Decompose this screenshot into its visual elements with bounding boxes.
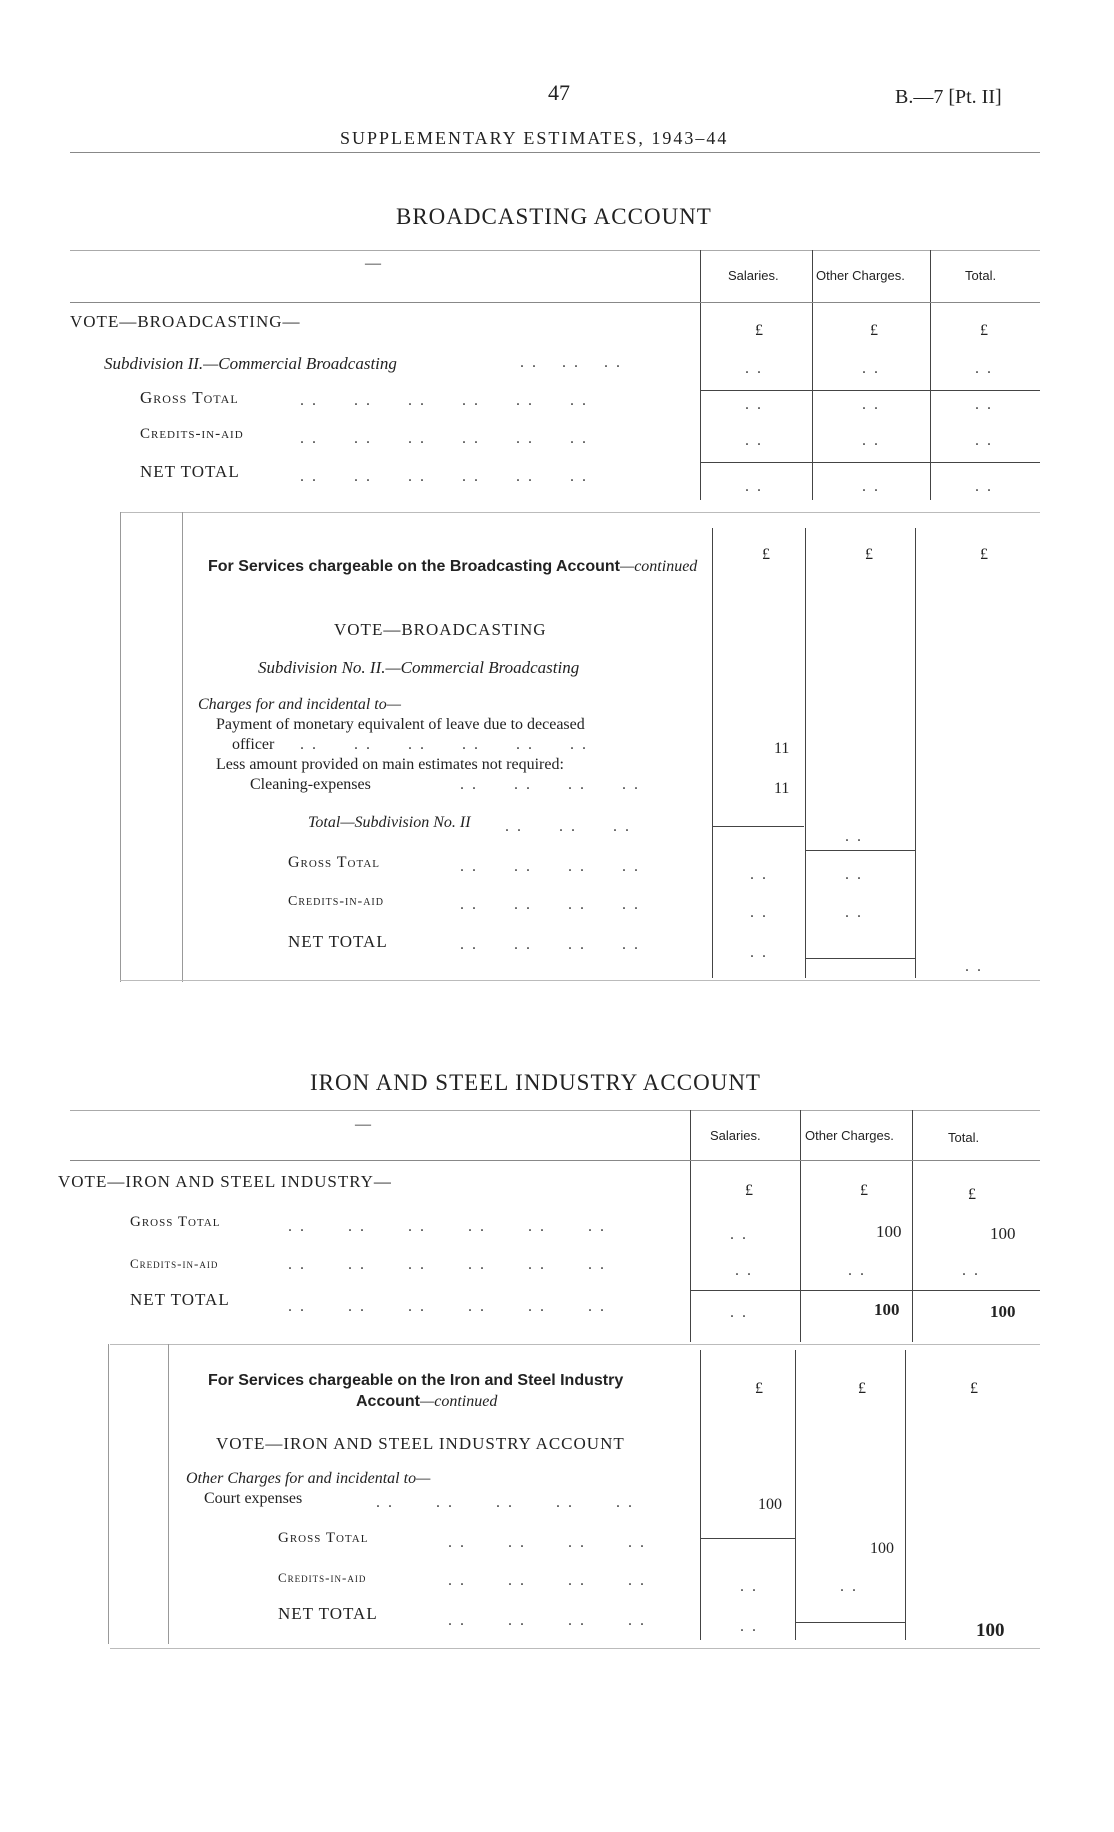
col-header-blank: — — [355, 1116, 371, 1133]
subtotal-rule — [700, 462, 1040, 463]
pound-sign: £ — [860, 1182, 868, 1199]
detail-net-total-label: NET TOTAL — [278, 1604, 378, 1623]
detail-bottom-rule — [110, 1648, 1040, 1649]
col-header-other-charges: Other Charges. — [816, 268, 905, 283]
total-value: 100 — [990, 1224, 1016, 1243]
table-top-rule — [70, 1110, 1040, 1111]
total-value: . . — [965, 958, 983, 975]
payment-line-cont: officer — [232, 736, 275, 753]
other-charges-value: . . — [848, 1262, 866, 1279]
header-rule — [70, 302, 1040, 303]
detail-heading-continued: —continued — [420, 1393, 498, 1410]
detail-net-total-label: NET TOTAL — [288, 932, 388, 951]
total-value: . . — [975, 478, 993, 495]
pound-sign: £ — [755, 322, 763, 339]
total-value: . . — [975, 396, 993, 413]
detail-gross-total-label: Gross Total — [288, 854, 381, 871]
other-charges-value: . . — [862, 432, 880, 449]
leader-dots: . . . . . . — [505, 818, 631, 835]
detail-margin-line — [108, 1344, 109, 1644]
col-header-other-charges: Other Charges. — [805, 1128, 894, 1143]
subtotal-rule — [700, 1538, 795, 1539]
other-charges-value: 100 — [874, 1300, 900, 1319]
col-header-blank: — — [365, 255, 381, 272]
document-reference: B.—7 [Pt. II] — [895, 86, 1002, 108]
subtotal-rule — [712, 826, 804, 827]
other-charges-label: Other Charges for and incidental to— — [186, 1470, 431, 1487]
subtotal-rule — [805, 850, 915, 851]
col-header-salaries: Salaries. — [728, 268, 779, 283]
detail-heading-text: For Services chargeable on the Broadcasting Account — [208, 558, 620, 575]
pound-sign: £ — [858, 1380, 866, 1397]
col-divider — [800, 1110, 801, 1342]
detail-heading-continued: —continued — [619, 558, 698, 575]
total-value: . . — [962, 1262, 980, 1279]
detail-credits-label: Credits-in-aid — [288, 894, 384, 909]
leader-dots: . . . . . . . . . . . . — [288, 1298, 606, 1315]
subtotal-rule — [700, 390, 1040, 391]
other-charges-value: . . — [862, 396, 880, 413]
col-header-salaries: Salaries. — [710, 1128, 761, 1143]
less-amount-line: Less amount provided on main estimates not required: — [216, 756, 564, 773]
leader-dots: . . . . . . — [520, 354, 622, 371]
leader-dots: . . . . . . . . — [460, 858, 640, 875]
salaries-value: . . — [740, 1618, 758, 1635]
salaries-value: . . — [735, 1262, 753, 1279]
leader-dots: . . . . . . . . . . — [376, 1494, 634, 1511]
table-top-rule — [70, 250, 1040, 251]
salaries-value: . . — [745, 360, 763, 377]
salaries-value: . . — [745, 478, 763, 495]
leader-dots: . . . . . . . . — [460, 936, 640, 953]
subdivision-label: Subdivision II.—Commercial Broadcasting — [104, 354, 397, 373]
leader-dots: . . . . . . . . — [460, 776, 640, 793]
other-charges-value: . . — [845, 904, 863, 921]
header-rule — [70, 152, 1040, 153]
detail-margin-line — [182, 512, 183, 982]
other-charges-value: . . — [840, 1578, 858, 1595]
pound-sign: £ — [870, 322, 878, 339]
col-header-total: Total. — [965, 268, 997, 283]
total-value: 100 — [990, 1302, 1016, 1321]
iron-steel-title: IRON AND STEEL INDUSTRY ACCOUNT — [310, 1070, 761, 1095]
col-divider — [912, 1110, 913, 1342]
salaries-value: . . — [750, 944, 768, 961]
col-divider — [700, 1350, 701, 1640]
detail-vote-label: VOTE—BROADCASTING — [334, 620, 547, 639]
payment-salaries-value: 11 — [774, 740, 790, 757]
payment-line: Payment of monetary equivalent of leave due to deceased — [216, 716, 585, 733]
detail-top-rule — [120, 512, 1040, 513]
pound-sign: £ — [755, 1380, 763, 1397]
net-total-label: NET TOTAL — [140, 462, 240, 481]
credits-in-aid-label: Credits-in-aid — [140, 426, 244, 442]
pound-sign: £ — [980, 322, 988, 339]
subtotal-rule — [805, 958, 915, 959]
salaries-value: . . — [730, 1226, 748, 1243]
col-divider — [690, 1110, 691, 1342]
leader-dots: . . . . . . . . — [460, 896, 640, 913]
detail-bottom-rule — [120, 980, 1040, 981]
running-title: SUPPLEMENTARY ESTIMATES, 1943–44 — [340, 128, 729, 148]
salaries-value: . . — [750, 866, 768, 883]
detail-heading — [208, 558, 697, 576]
detail-subdivision-label: Subdivision No. II.—Commercial Broadcasting — [258, 658, 580, 677]
salaries-value: . . — [750, 904, 768, 921]
pound-sign: £ — [970, 1380, 978, 1397]
total-value: . . — [975, 432, 993, 449]
total-subdivision-label: Total—Subdivision No. II — [308, 814, 471, 831]
gross-total-label: Gross Total — [140, 388, 239, 407]
leader-dots: . . . . . . . . . . . . — [300, 430, 588, 447]
header-rule — [70, 1160, 1040, 1161]
pound-sign: £ — [745, 1182, 753, 1199]
page-number: 47 — [548, 80, 570, 105]
detail-margin-line — [168, 1344, 169, 1644]
leader-dots: . . . . . . . . . . . . — [288, 1218, 606, 1235]
leader-dots: . . . . . . . . . . . . — [300, 468, 588, 485]
col-divider — [905, 1350, 906, 1640]
total-value: 100 — [976, 1620, 1005, 1641]
total-value: . . — [975, 360, 993, 377]
pound-sign: £ — [762, 546, 770, 563]
subtotal-rule — [795, 1622, 905, 1623]
col-divider — [795, 1350, 796, 1640]
detail-vote-label: VOTE—IRON AND STEEL INDUSTRY ACCOUNT — [216, 1434, 625, 1453]
court-salaries-value: 100 — [758, 1496, 782, 1513]
detail-margin-line — [120, 512, 121, 982]
salaries-value: . . — [730, 1304, 748, 1321]
net-total-label: NET TOTAL — [130, 1290, 230, 1309]
other-charges-value: . . — [862, 360, 880, 377]
salaries-value: . . — [745, 396, 763, 413]
pound-sign: £ — [980, 546, 988, 563]
vote-label: VOTE—BROADCASTING— — [70, 312, 301, 331]
detail-heading-line2 — [356, 1393, 497, 1411]
other-charges-value: 100 — [876, 1222, 902, 1241]
col-divider — [712, 528, 713, 978]
pound-sign: £ — [968, 1186, 976, 1203]
detail-heading-text: Account — [356, 1393, 420, 1410]
col-divider — [805, 528, 806, 978]
leader-dots: . . . . . . . . — [448, 1572, 646, 1589]
detail-gross-total-label: Gross Total — [278, 1530, 369, 1546]
charges-label: Charges for and incidental to— — [198, 696, 401, 713]
broadcasting-title: BROADCASTING ACCOUNT — [396, 204, 712, 229]
leader-dots: . . . . . . . . — [448, 1534, 646, 1551]
credits-in-aid-label: Credits-in-aid — [130, 1256, 219, 1271]
detail-heading-line1: For Services chargeable on the Iron and Steel Industry — [208, 1372, 624, 1389]
subtotal-rule — [690, 1290, 1040, 1291]
other-charges-value: . . — [845, 866, 863, 883]
col-header-total: Total. — [948, 1130, 980, 1145]
leader-dots: . . . . . . . . . . . . — [288, 1256, 606, 1273]
leader-dots: . . . . . . . . . . . . — [300, 392, 588, 409]
pound-sign: £ — [865, 546, 873, 563]
salaries-value: . . — [745, 432, 763, 449]
court-expenses-label: Court expenses — [204, 1490, 303, 1507]
salaries-value: . . — [740, 1578, 758, 1595]
col-divider — [915, 528, 916, 978]
cleaning-expenses-label: Cleaning-expenses — [250, 776, 371, 793]
detail-top-rule — [110, 1344, 1040, 1345]
leader-dots: . . . . . . . . — [448, 1612, 646, 1629]
vote-label: VOTE—IRON AND STEEL INDUSTRY— — [58, 1172, 392, 1191]
gross-total-label: Gross Total — [130, 1214, 221, 1230]
other-charges-value: . . — [862, 478, 880, 495]
detail-credits-label: Credits-in-aid — [278, 1570, 367, 1585]
cleaning-salaries-value: 11 — [774, 780, 790, 797]
leader-dots: . . . . . . . . . . . . — [300, 736, 588, 753]
other-charges-value: 100 — [870, 1540, 894, 1557]
other-charges-value: . . — [845, 828, 863, 845]
